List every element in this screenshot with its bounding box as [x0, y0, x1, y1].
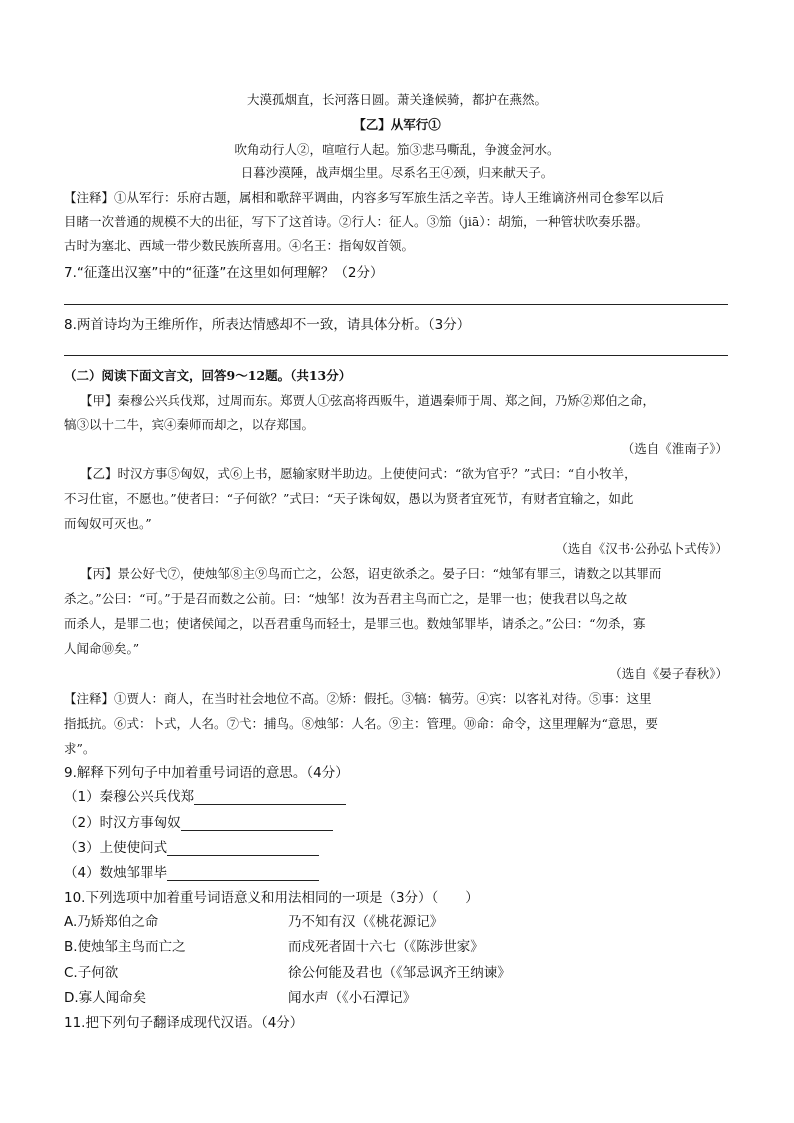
q9-blank-2[interactable]	[181, 816, 333, 831]
q10-option-d[interactable]: D.寡人闻命矣	[64, 990, 147, 1006]
notes-2-line-2: 指抵抗。⑥式：卜式，人名。⑦弋：捕鸟。⑧烛邹：人名。⑨主：管理。⑩命：命令，这里理解为“意思，要	[64, 716, 658, 731]
passage-yi-line-1: 【乙】时汉方事⑤匈奴，式⑥上书，愿输家财半助边。上使使问式：“欲为官乎？”式曰：“自小牧羊，	[80, 466, 637, 481]
q9-item-1: （1）秦穆公兴兵伐郑	[64, 789, 346, 805]
passage-bing-line-2: 杀之。”公曰：“可。”于是召而数之公前。曰：“烛邹！汝为吾君主鸟而亡之，是罪一也；使我君以鸟之故	[64, 591, 628, 606]
q10-option-c[interactable]: C.子何欲	[64, 965, 119, 981]
q10-option-d-compare: 闻水声（《小石潭记》	[288, 990, 417, 1006]
notes-1-line-1: 【注释】①从军行：乐府古题，属相和歌辞平调曲，内容多写军旅生活之辛苦。诗人王维谪济州司仓参军以后	[64, 190, 665, 205]
answer-line-q7[interactable]	[64, 304, 728, 305]
question-8: 8.两首诗均为王维所作，所表达情感却不一致，请具体分析。（3分）	[64, 317, 471, 333]
question-10: 10.下列选项中加着重号词语意义和用法相同的一项是（3分）（ ）	[64, 890, 479, 906]
q9-blank-3[interactable]	[167, 841, 319, 856]
notes-2-line-1: 【注释】①贾人：商人，在当时社会地位不高。②矫：假托。③犒：犒劳。④宾：以客礼对待。⑤事：这里	[64, 691, 652, 706]
q9-blank-1[interactable]	[194, 790, 346, 805]
passage-yi-line-3: 而匈奴可灭也。”	[64, 516, 152, 531]
notes-1-line-2: 目睹一次普通的规模不大的出征，写下了这首诗。②行人：征人。③笳（jiā）：胡笳，一种管状吹奏乐器。	[64, 214, 649, 229]
passage-bing-line-1: 【丙】景公好弋⑦，使烛邹⑧主⑨鸟而亡之，公怒，诏吏欲杀之。晏子曰：“烛邹有罪三，请数之以其罪而	[80, 566, 662, 581]
q10-option-c-compare: 徐公何能及君也（《邹忌讽齐王纳谏》	[288, 965, 511, 981]
q10-option-a[interactable]: A.乃矫郑伯之命	[64, 914, 159, 930]
question-11: 11.把下列句子翻译成现代汉语。（4分）	[64, 1015, 304, 1031]
poem2-title: 【乙】从军行①	[353, 117, 441, 132]
q9-blank-4[interactable]	[167, 866, 319, 881]
q10-option-b-compare: 而戍死者固十六七（《陈涉世家》	[288, 939, 484, 955]
q10-option-b[interactable]: B.使烛邹主鸟而亡之	[64, 939, 186, 955]
q9-item-2: （2）时汉方事匈奴	[64, 815, 333, 831]
answer-line-q8[interactable]	[64, 355, 728, 356]
passage-bing-line-4: 人闻命⑩矣。”	[64, 641, 140, 656]
passage-jia-line-1: 【甲】秦穆公兴兵伐郑，过周而东。郑贾人①弦高将西贩牛，道遇秦师于周、郑之间，乃矫②郑伯之命，	[80, 393, 656, 408]
poem2-line-2: 日暮沙漠陲，战声烟尘里。尽系名王④颈，归来献天子。	[240, 165, 554, 180]
poem1-last-line: 大漠孤烟直，长河落日圆。萧关逢候骑，都护在燕然。	[246, 92, 547, 107]
passage-yi-source: （选自《汉书·公孙弘卜式传》）	[555, 541, 728, 556]
passage-jia-source: （选自《淮南子》）	[621, 441, 728, 456]
question-9: 9.解释下列句子中加着重号词语的意思。（4分）	[64, 765, 349, 781]
q9-item-3: （3）上使使问式	[64, 840, 319, 856]
notes-1-line-3: 古时为塞北、西域一带少数民族所喜用。④名王：指匈奴首领。	[64, 238, 415, 253]
passage-jia-line-2: 犒③以十二牛，宾④秦师而却之，以存郑国。	[64, 417, 315, 432]
poem2-line-1: 吹角动行人②，喧喧行人起。笳③悲马嘶乱，争渡金河水。	[234, 142, 560, 157]
passage-yi-line-2: 不习仕宦，不愿也。”使者曰：“子何欲？”式曰：“天子诛匈奴，愚以为贤者宜死节，有财者宜输之，如此	[64, 491, 634, 506]
passage-bing-source: （选自《晏子春秋》）	[609, 666, 728, 681]
passage-bing-line-3: 而杀人，是罪二也；使诸侯闻之，以吾君重鸟而轻士，是罪三也。数烛邹罪毕，请杀之。”公曰：“勿杀，寡	[64, 616, 646, 631]
q10-option-a-compare: 乃不知有汉（《桃花源记》	[288, 914, 444, 930]
question-7: 7.“征蓬出汉塞”中的“征蓬”在这里如何理解？（2分）	[64, 265, 384, 281]
section-2-header: （二）阅读下面文言文，回答9～12题。（共13分）	[64, 368, 352, 383]
notes-2-line-3: 求”。	[64, 741, 96, 756]
q9-item-4: （4）数烛邹罪毕	[64, 865, 319, 881]
